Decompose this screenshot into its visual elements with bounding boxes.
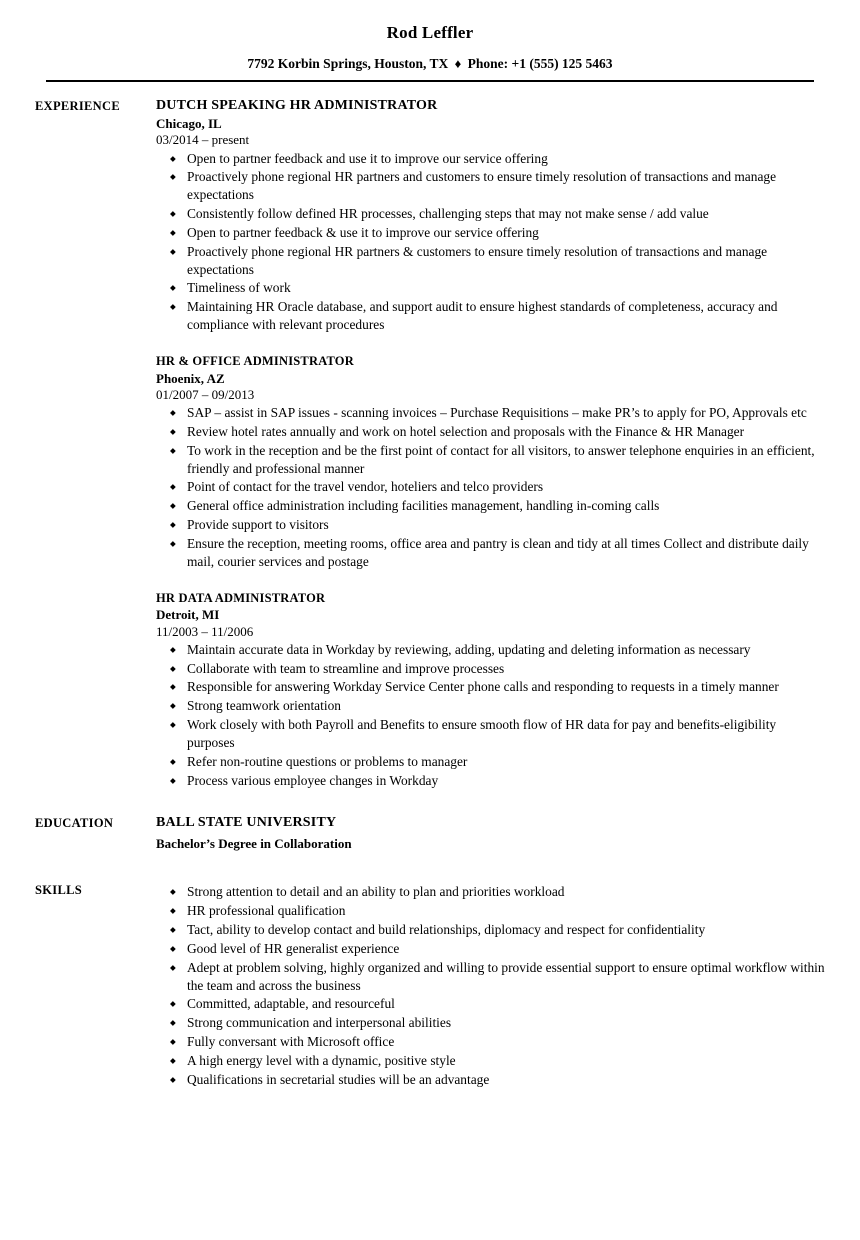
job-entry (156, 591, 825, 790)
job-title: DUTCH SPEAKING HR ADMINISTRATOR (156, 97, 438, 113)
list-item: ◆ To work in the reception and be the first point of contact for all visitors, to answer telephone enquiries in an efficient, friendly and professional manner (156, 442, 825, 478)
list-item: ◆ Timeliness of work (156, 279, 825, 297)
education-school: BALL STATE UNIVERSITY (156, 815, 337, 831)
list-item: ◆ Maintaining HR Oracle database, and support audit to ensure highest standards of completeness, accuracy and compliance with relevant procedures (156, 298, 825, 334)
section-label-experience: EXPERIENCE (35, 98, 120, 113)
resume-header (0, 0, 860, 82)
job-dates: 11/2003 – 11/2006 (156, 623, 254, 639)
list-item: ◆ Strong attention to detail and an ability to plan and priorities workload (156, 883, 825, 901)
list-item: ◆ Fully conversant with Microsoft office (156, 1033, 825, 1051)
education-body (156, 815, 825, 852)
list-item: ◆ Qualifications in secretarial studies will be an advantage (156, 1071, 825, 1089)
list-item: ◆ A high energy level with a dynamic, positive style (156, 1052, 825, 1070)
job-bullet-list (156, 641, 825, 790)
list-item: ◆ Collaborate with team to streamline and improve processes (156, 660, 825, 678)
education-degree: Bachelor’s Degree in Collaboration (156, 836, 352, 852)
skills-bullet-list (156, 883, 825, 1088)
contact-address: 7792 Korbin Springs, Houston, TX (247, 55, 449, 71)
list-item: ◆ SAP – assist in SAP issues - scanning invoices – Purchase Requisitions – make PR’s to apply for PO, Approvals etc (156, 404, 825, 422)
list-item: ◆ Strong teamwork orientation (156, 697, 825, 715)
list-item: ◆ Refer non-routine questions or problems to manager (156, 753, 825, 771)
experience-body (156, 98, 825, 790)
list-item: ◆ Open to partner feedback and use it to improve our service offering (156, 150, 825, 168)
experience-section (0, 98, 860, 790)
candidate-name: Rod Leffler (386, 23, 474, 42)
list-item: ◆ Strong communication and interpersonal abilities (156, 1014, 825, 1032)
job-location: Detroit, MI (156, 607, 220, 623)
list-item: ◆ Good level of HR generalist experience (156, 940, 825, 958)
list-item: ◆ Committed, adaptable, and resourceful (156, 995, 825, 1013)
job-title: HR DATA ADMINISTRATOR (156, 590, 326, 605)
list-item: ◆ Maintain accurate data in Workday by reviewing, adding, updating and deleting information as necessary (156, 641, 825, 659)
header-divider (46, 80, 814, 82)
list-item: ◆ Work closely with both Payroll and Benefits to ensure smooth flow of HR data for pay and benefits-eligibility purposes (156, 716, 825, 752)
list-item: ◆ Proactively phone regional HR partners & customers to ensure timely resolution of transactions and manage expectations (156, 243, 825, 279)
list-item: ◆ Process various employee changes in Workday (156, 772, 825, 790)
job-dates: 01/2007 – 09/2013 (156, 386, 255, 402)
education-section (0, 815, 860, 852)
contact-line (0, 57, 860, 72)
list-item: ◆ Responsible for answering Workday Service Center phone calls and responding to requests in a timely manner (156, 678, 825, 696)
list-item: ◆ Ensure the reception, meeting rooms, office area and pantry is clean and tidy at all times Collect and distribute daily mail, courier services and postage (156, 535, 825, 571)
job-entry (156, 354, 825, 571)
section-label-education: EDUCATION (35, 816, 114, 831)
list-item: ◆ Review hotel rates annually and work on hotel selection and proposals with the Finance & HR Manager (156, 423, 825, 441)
job-bullet-list (156, 404, 825, 570)
job-entry (156, 98, 825, 334)
section-label-skills: SKILLS (35, 883, 82, 898)
list-item: ◆ Consistently follow defined HR processes, challenging steps that may not make sense / add value (156, 205, 825, 223)
list-item: ◆ Open to partner feedback & use it to improve our service offering (156, 224, 825, 242)
list-item: ◆ HR professional qualification (156, 902, 825, 920)
list-item: ◆ General office administration including facilities management, handling in-coming calls (156, 497, 825, 515)
list-item: ◆ Proactively phone regional HR partners and customers to ensure timely resolution of transactions and manage expectations (156, 168, 825, 204)
list-item: ◆ Point of contact for the travel vendor, hoteliers and telco providers (156, 478, 825, 496)
list-item: ◆ Adept at problem solving, highly organized and willing to provide essential support to ensure optimal workflow within the team and across the business (156, 959, 825, 995)
diamond-separator-icon: ♦ (454, 55, 462, 71)
job-dates: 03/2014 – present (156, 132, 250, 148)
job-bullet-list (156, 150, 825, 334)
job-location: Phoenix, AZ (156, 370, 225, 386)
contact-phone: Phone: +1 (555) 125 5463 (467, 55, 613, 71)
list-item: ◆ Tact, ability to develop contact and build relationships, diplomacy and respect for confidentiality (156, 921, 825, 939)
skills-section (0, 882, 860, 1088)
job-title: HR & OFFICE ADMINISTRATOR (156, 353, 354, 368)
job-location: Chicago, IL (156, 116, 222, 132)
list-item: ◆ Provide support to visitors (156, 516, 825, 534)
skills-body (156, 882, 825, 1088)
